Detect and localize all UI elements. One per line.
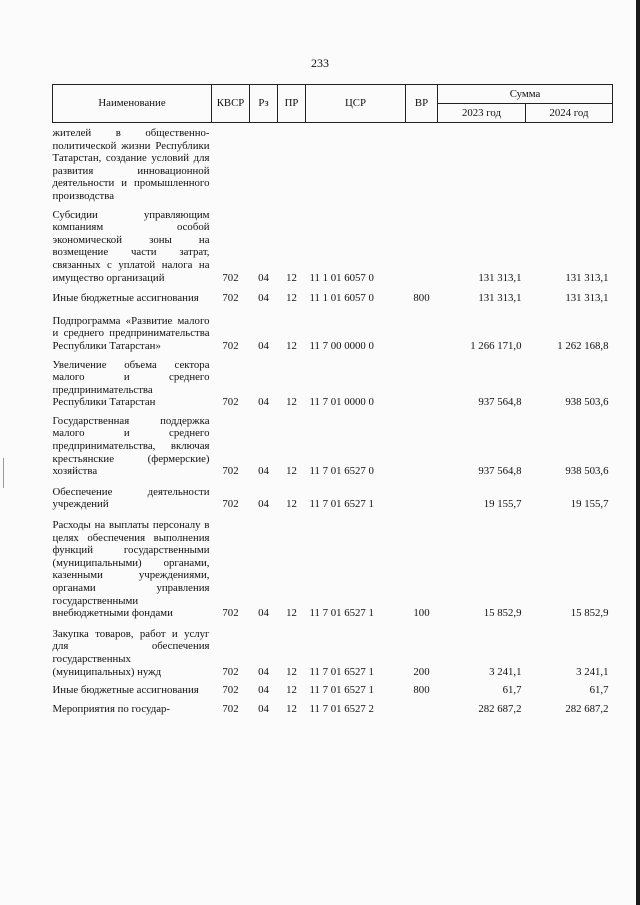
cell-csr: 11 1 01 6057 0 [309, 271, 374, 284]
cell-name: жителей в общественно-политической жизни Республики Татарстан, создание условий для развития инновационной деятельности и промышленного производства [52, 127, 210, 202]
cell-2024: 1 262 168,8 [557, 339, 609, 352]
cell-vr [406, 697, 438, 716]
cell-vr [406, 409, 438, 478]
cell-pr [278, 123, 306, 203]
table-row [53, 353, 613, 409]
cell-2024: 131 313,1 [565, 292, 609, 305]
col-header-kvsr: КВСР [212, 85, 250, 123]
cell-csr [306, 123, 406, 203]
cell-2023: 282 687,2 [478, 702, 522, 715]
table-row [53, 123, 613, 203]
cell-vr [406, 478, 438, 511]
cell-name: Субсидии управляющим компаниям особой экономической зоны на возмещение части затрат, связанных с уплатой налога на имущество организаций [52, 208, 210, 284]
cell-2024: 938 503,6 [565, 465, 609, 478]
cell-kvsr [212, 123, 250, 203]
cell-csr: 11 7 01 6527 1 [309, 498, 374, 511]
cell-rz: 04 [258, 292, 269, 305]
table-row [53, 478, 613, 511]
cell-kvsr: 702 [222, 396, 239, 409]
cell-rz: 04 [258, 684, 269, 697]
cell-2023: 131 313,1 [478, 292, 522, 305]
table-row [53, 620, 613, 678]
cell-pr: 12 [286, 607, 297, 620]
cell-vr: 100 [413, 607, 430, 620]
cell-csr: 11 7 01 6527 2 [309, 702, 374, 715]
scan-mark [3, 458, 4, 488]
table-row [53, 284, 613, 305]
cell-name: Увеличение объема сектора малого и среднего предпринимательства Республики Татарстан [52, 358, 210, 409]
table-row [53, 697, 613, 716]
cell-csr: 11 7 01 6527 0 [309, 465, 374, 478]
page-edge-shadow [636, 0, 640, 905]
cell-2024: 19 155,7 [570, 498, 609, 511]
cell-name: Обеспечение деятельности учреждений [52, 485, 210, 511]
cell-csr: 11 7 01 6527 1 [309, 607, 374, 620]
cell-rz: 04 [258, 665, 269, 678]
cell-kvsr: 702 [222, 465, 239, 478]
cell-pr: 12 [286, 702, 297, 715]
cell-2024: 938 503,6 [565, 396, 609, 409]
cell-2023 [438, 123, 526, 203]
cell-2024: 3 241,1 [576, 665, 609, 678]
cell-rz: 04 [258, 498, 269, 511]
cell-kvsr: 702 [222, 607, 239, 620]
cell-2023: 1 266 171,0 [470, 339, 522, 352]
cell-pr: 12 [286, 665, 297, 678]
cell-2023: 15 852,9 [483, 607, 522, 620]
cell-kvsr: 702 [222, 684, 239, 697]
table-row [53, 203, 613, 285]
cell-name: Закупка товаров, работ и услуг для обеспечения государственных (муниципальных) нужд [52, 627, 210, 678]
cell-name: Мероприятия по государ- [52, 702, 170, 715]
cell-rz: 04 [258, 396, 269, 409]
cell-name: Расходы на выплаты персоналу в целях обеспечения выполнения функций государственными (муниципальными) органами, казенными учреждениями, органами управления государственными внебюджетными фондами [52, 519, 210, 620]
cell-rz: 04 [258, 271, 269, 284]
cell-rz: 04 [258, 702, 269, 715]
cell-pr: 12 [286, 684, 297, 697]
cell-name: Государственная поддержка малого и среднего предпринимательства, включая крестьянские (фермерские) хозяйства [52, 414, 210, 478]
cell-pr: 12 [286, 396, 297, 409]
table-row [53, 305, 613, 353]
cell-csr: 11 1 01 6057 0 [309, 292, 374, 305]
budget-table [52, 84, 613, 715]
col-header-csr: ЦСР [306, 85, 406, 123]
cell-2024 [526, 123, 613, 203]
cell-kvsr: 702 [222, 271, 239, 284]
page-number: 233 [311, 56, 329, 70]
cell-2023: 131 313,1 [478, 271, 522, 284]
cell-vr [406, 123, 438, 203]
col-header-2024: 2024 год [526, 104, 613, 123]
cell-rz [250, 123, 278, 203]
cell-2024: 15 852,9 [570, 607, 609, 620]
cell-kvsr: 702 [222, 498, 239, 511]
col-header-2023: 2023 год [438, 104, 526, 123]
cell-name: Иные бюджетные ассигнования [52, 684, 199, 697]
cell-2024: 61,7 [589, 684, 609, 697]
cell-rz: 04 [258, 339, 269, 352]
table-header [53, 85, 613, 123]
cell-vr [406, 305, 438, 353]
cell-rz: 04 [258, 465, 269, 478]
cell-2024: 131 313,1 [565, 271, 609, 284]
cell-vr: 200 [413, 665, 430, 678]
col-header-name: Наименование [53, 85, 212, 123]
cell-kvsr: 702 [222, 665, 239, 678]
cell-kvsr: 702 [222, 292, 239, 305]
cell-csr: 11 7 01 0000 0 [309, 396, 374, 409]
cell-2023: 61,7 [502, 684, 522, 697]
cell-pr: 12 [286, 465, 297, 478]
cell-csr: 11 7 00 0000 0 [309, 339, 374, 352]
cell-name: Подпрограмма «Развитие малого и среднего предпринимательства Республики Татарстан» [52, 314, 210, 352]
table-row [53, 409, 613, 478]
cell-2023: 937 564,8 [478, 465, 522, 478]
cell-rz: 04 [258, 607, 269, 620]
cell-kvsr: 702 [222, 339, 239, 352]
cell-csr: 11 7 01 6527 1 [309, 684, 374, 697]
cell-pr: 12 [286, 292, 297, 305]
cell-2024: 282 687,2 [565, 702, 609, 715]
col-header-sum: Сумма [438, 85, 613, 104]
cell-pr: 12 [286, 498, 297, 511]
cell-vr [406, 353, 438, 409]
table-body [53, 123, 613, 716]
table-row [53, 678, 613, 697]
cell-vr [406, 203, 438, 285]
cell-vr: 800 [413, 684, 430, 697]
cell-2023: 937 564,8 [478, 396, 522, 409]
cell-name: Иные бюджетные ассигнования [52, 292, 199, 305]
cell-pr: 12 [286, 339, 297, 352]
cell-vr: 800 [413, 292, 430, 305]
col-header-rz: Рз [250, 85, 278, 123]
cell-csr: 11 7 01 6527 1 [309, 665, 374, 678]
cell-pr: 12 [286, 271, 297, 284]
table-row [53, 511, 613, 620]
cell-2023: 3 241,1 [489, 665, 522, 678]
cell-kvsr: 702 [222, 702, 239, 715]
col-header-vr: ВР [406, 85, 438, 123]
col-header-pr: ПР [278, 85, 306, 123]
cell-2023: 19 155,7 [483, 498, 522, 511]
